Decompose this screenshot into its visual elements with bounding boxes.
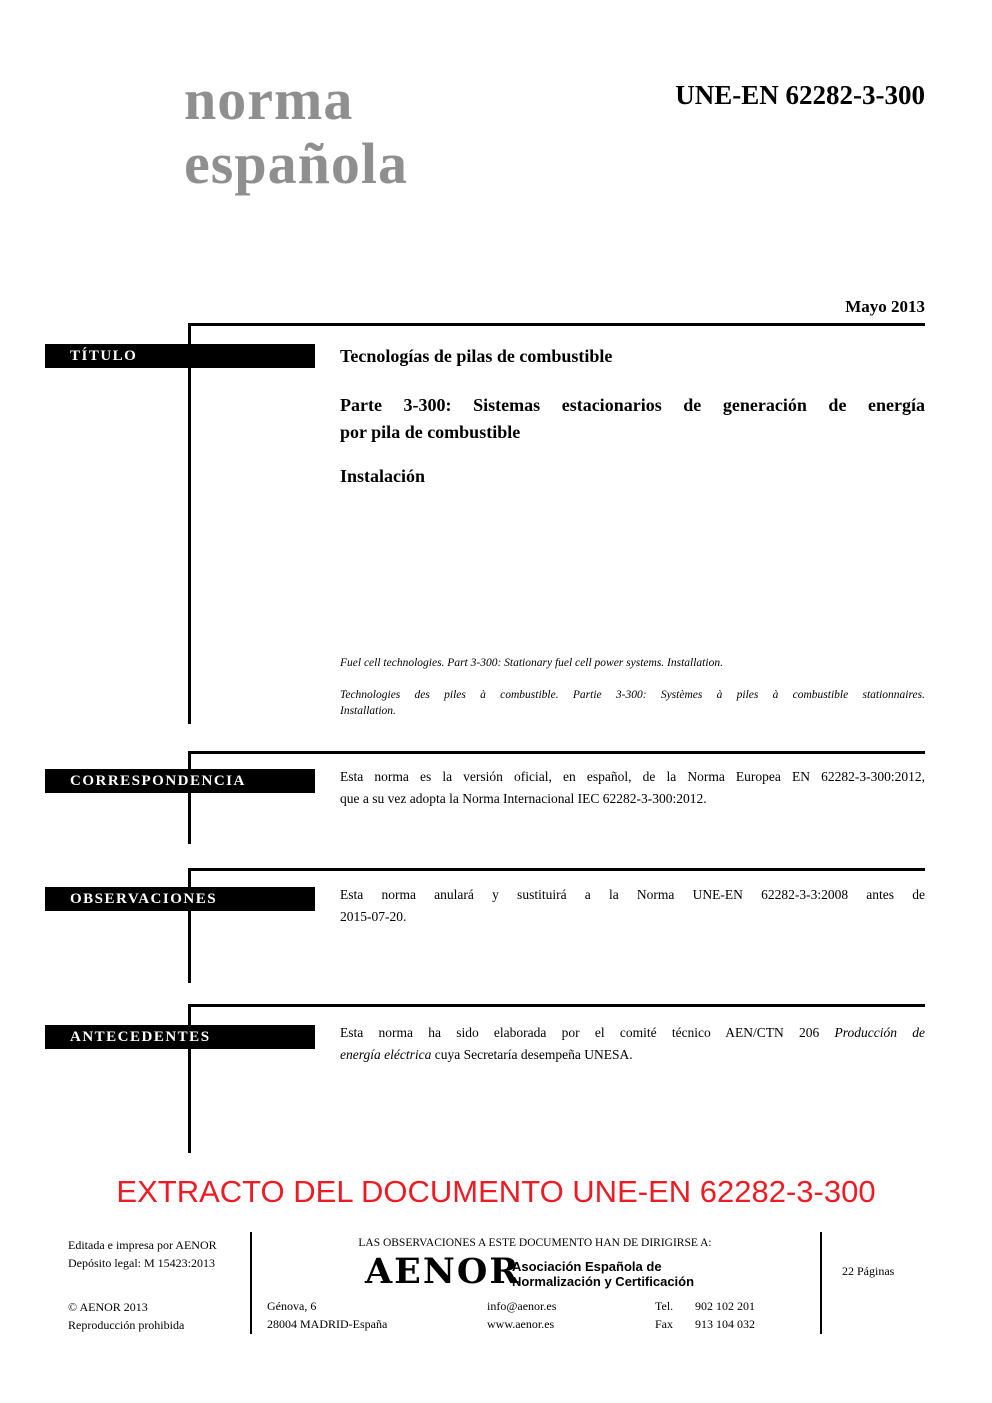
- observaciones-body: [340, 884, 925, 928]
- correspondencia-body: [340, 766, 925, 810]
- footer-page-count: 22 Páginas: [842, 1264, 895, 1278]
- antecedentes-label: ANTECEDENTES: [70, 1028, 211, 1045]
- title-part-line2: por pila de combustible: [340, 422, 521, 442]
- title-subtitle: Instalación: [340, 466, 426, 486]
- antecedentes-body: [340, 1022, 925, 1066]
- footer-web-contact: [487, 1297, 556, 1333]
- aenor-tagline-line1: Asociación Española de: [512, 1259, 662, 1274]
- footer-tel-value: 902 102 201: [695, 1299, 755, 1313]
- title-heading: Tecnologías de pilas de combustible: [340, 346, 613, 366]
- title-french-line2: Installation.: [340, 705, 396, 717]
- header-rule: [188, 323, 925, 326]
- footer-email: info@aenor.es: [487, 1299, 557, 1313]
- antecedentes-line2-regular: cuya Secretaría desempeña UNESA.: [431, 1047, 633, 1062]
- correspondencia-line2: que a su vez adopta la Norma Internacional IEC 62282-3-300:2012.: [340, 791, 707, 806]
- title-english: Fuel cell technologies. Part 3-300: Stationary fuel cell power systems. Installation.: [340, 657, 723, 669]
- footer-copyright-line1: © AENOR 2013: [68, 1300, 148, 1314]
- title-french: [340, 687, 925, 719]
- footer-observations-note: LAS OBSERVACIONES A ESTE DOCUMENTO HAN DE DIRIGIRSE A:: [358, 1237, 712, 1249]
- logo-line-1: norma: [184, 67, 354, 132]
- correspondencia-section-line: [188, 751, 191, 844]
- extract-banner: EXTRACTO DEL DOCUMENTO UNE-EN 62282-3-300: [116, 1174, 876, 1209]
- footer-copyright: [68, 1298, 184, 1334]
- aenor-logo: AENOR: [365, 1251, 521, 1292]
- title-french-line1: Technologies des piles à combustible. Partie 3-300: Systèmes à piles à combustible stationnaires.: [340, 689, 925, 701]
- observaciones-label-bar: [45, 887, 315, 911]
- footer-address: [267, 1297, 387, 1333]
- footer-copyright-line2: Reproducción prohibida: [68, 1318, 185, 1332]
- footer-phone-contact: [655, 1297, 755, 1333]
- footer-tel-row: [655, 1297, 755, 1315]
- correspondencia-line1: Esta norma es la versión oficial, en español, de la Norma Europea EN 62282-3-300:2012,: [340, 769, 925, 784]
- footer-imprint-line2: Depósito legal: M 15423:2013: [68, 1256, 215, 1270]
- antecedentes-line1: [340, 1022, 925, 1044]
- document-code: UNE-EN 62282-3-300: [675, 80, 925, 110]
- footer-fax-label: Fax: [655, 1317, 673, 1331]
- titulo-label: TÍTULO: [70, 347, 138, 364]
- titulo-label-bar: [45, 344, 315, 368]
- footer-address-line1: Génova, 6: [267, 1299, 317, 1313]
- antecedentes-label-bar: [45, 1025, 315, 1049]
- antecedentes-line2-italic: energía eléctrica: [340, 1047, 432, 1062]
- logo-line-2: española: [184, 131, 408, 196]
- correspondencia-label: CORRESPONDENCIA: [70, 772, 246, 789]
- antecedentes-line2: [340, 1044, 925, 1066]
- observaciones-line2: 2015-07-20.: [340, 909, 407, 924]
- correspondencia-label-bar: [45, 769, 315, 793]
- publication-date: Mayo 2013: [845, 297, 925, 316]
- observaciones-label: OBSERVACIONES: [70, 890, 218, 907]
- correspondencia-rule: [188, 751, 925, 754]
- title-part: [340, 392, 925, 446]
- antecedentes-line1-regular: Esta norma ha sido elaborada por el comité técnico AEN/CTN 206: [340, 1025, 835, 1040]
- observaciones-section-line: [188, 868, 191, 983]
- titulo-section-line: [188, 323, 191, 724]
- footer-fax-value: 913 104 032: [695, 1317, 755, 1331]
- footer-address-line2: 28004 MADRID-España: [267, 1317, 388, 1331]
- observaciones-line1: Esta norma anulará y sustituirá a la Norma UNE-EN 62282-3-3:2008 antes de: [340, 887, 925, 902]
- aenor-tagline-line2: Normalización y Certificación: [512, 1274, 695, 1289]
- antecedentes-rule: [188, 1004, 925, 1007]
- footer-imprint-line1: Editada e impresa por AENOR: [68, 1238, 217, 1252]
- antecedentes-line1-italic: Producción de: [834, 1025, 925, 1040]
- footer-tel-label: Tel.: [655, 1299, 674, 1313]
- footer-imprint: [68, 1236, 217, 1272]
- observaciones-rule: [188, 868, 925, 871]
- footer-divider-right: [820, 1232, 822, 1334]
- aenor-tagline: [512, 1259, 694, 1289]
- footer-website: www.aenor.es: [487, 1317, 555, 1331]
- title-part-line1: Parte 3-300: Sistemas estacionarios de generación de energía: [340, 395, 925, 415]
- footer-fax-row: [655, 1315, 755, 1333]
- norma-espanola-logo: [184, 68, 408, 196]
